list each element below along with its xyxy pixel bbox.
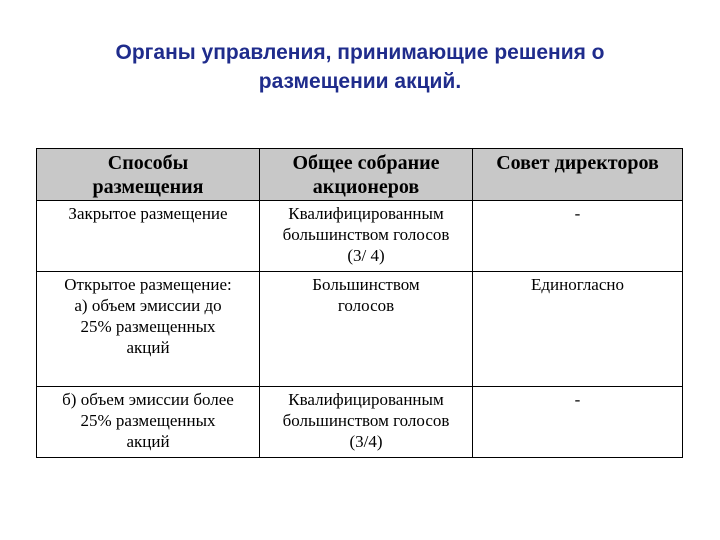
- cell-meeting: [260, 387, 473, 458]
- cell-method: [37, 201, 260, 272]
- cell-meeting: [260, 201, 473, 272]
- cell-method: [37, 272, 260, 387]
- header-shareholders-meeting-label: Общее собрание акционеров: [292, 152, 440, 198]
- cell-method: [37, 387, 260, 458]
- table-row: [37, 201, 683, 272]
- cell-board-text: -: [574, 204, 581, 223]
- table-header-row: [37, 149, 683, 201]
- cell-meeting: [260, 272, 473, 387]
- slide-title-line-1: Органы управления, принимающие решения о: [115, 41, 605, 64]
- cell-board: [473, 387, 683, 458]
- header-placement-methods: [37, 149, 260, 201]
- header-shareholders-meeting: [260, 149, 473, 201]
- slide-title-line-2: размещении акций.: [258, 70, 462, 93]
- cell-meeting-text: Квалифицированным большинством голосов (3/4): [282, 390, 450, 451]
- cell-method-text: Открытое размещение: а) объем эмиссии до 25% размещенных акций: [64, 275, 232, 357]
- cell-method-text: Закрытое размещение: [68, 204, 228, 223]
- cell-board-text: -: [574, 390, 581, 409]
- cell-meeting-text: Квалифицированным большинством голосов (3/ 4): [282, 204, 450, 265]
- header-placement-methods-label: Способы размещения: [92, 152, 204, 198]
- cell-meeting-text: Большинством голосов: [312, 275, 420, 315]
- slide-title: [0, 38, 720, 96]
- table-row: [37, 387, 683, 458]
- cell-board: [473, 201, 683, 272]
- placement-bodies-table: [36, 148, 683, 458]
- header-board-of-directors-label: Совет директоров: [496, 152, 659, 174]
- cell-board-text: Единогласно: [530, 275, 624, 294]
- table-row: [37, 272, 683, 387]
- header-board-of-directors: [473, 149, 683, 201]
- cell-board: [473, 272, 683, 387]
- cell-method-text: б) объем эмиссии более 25% размещенных акций: [62, 390, 234, 451]
